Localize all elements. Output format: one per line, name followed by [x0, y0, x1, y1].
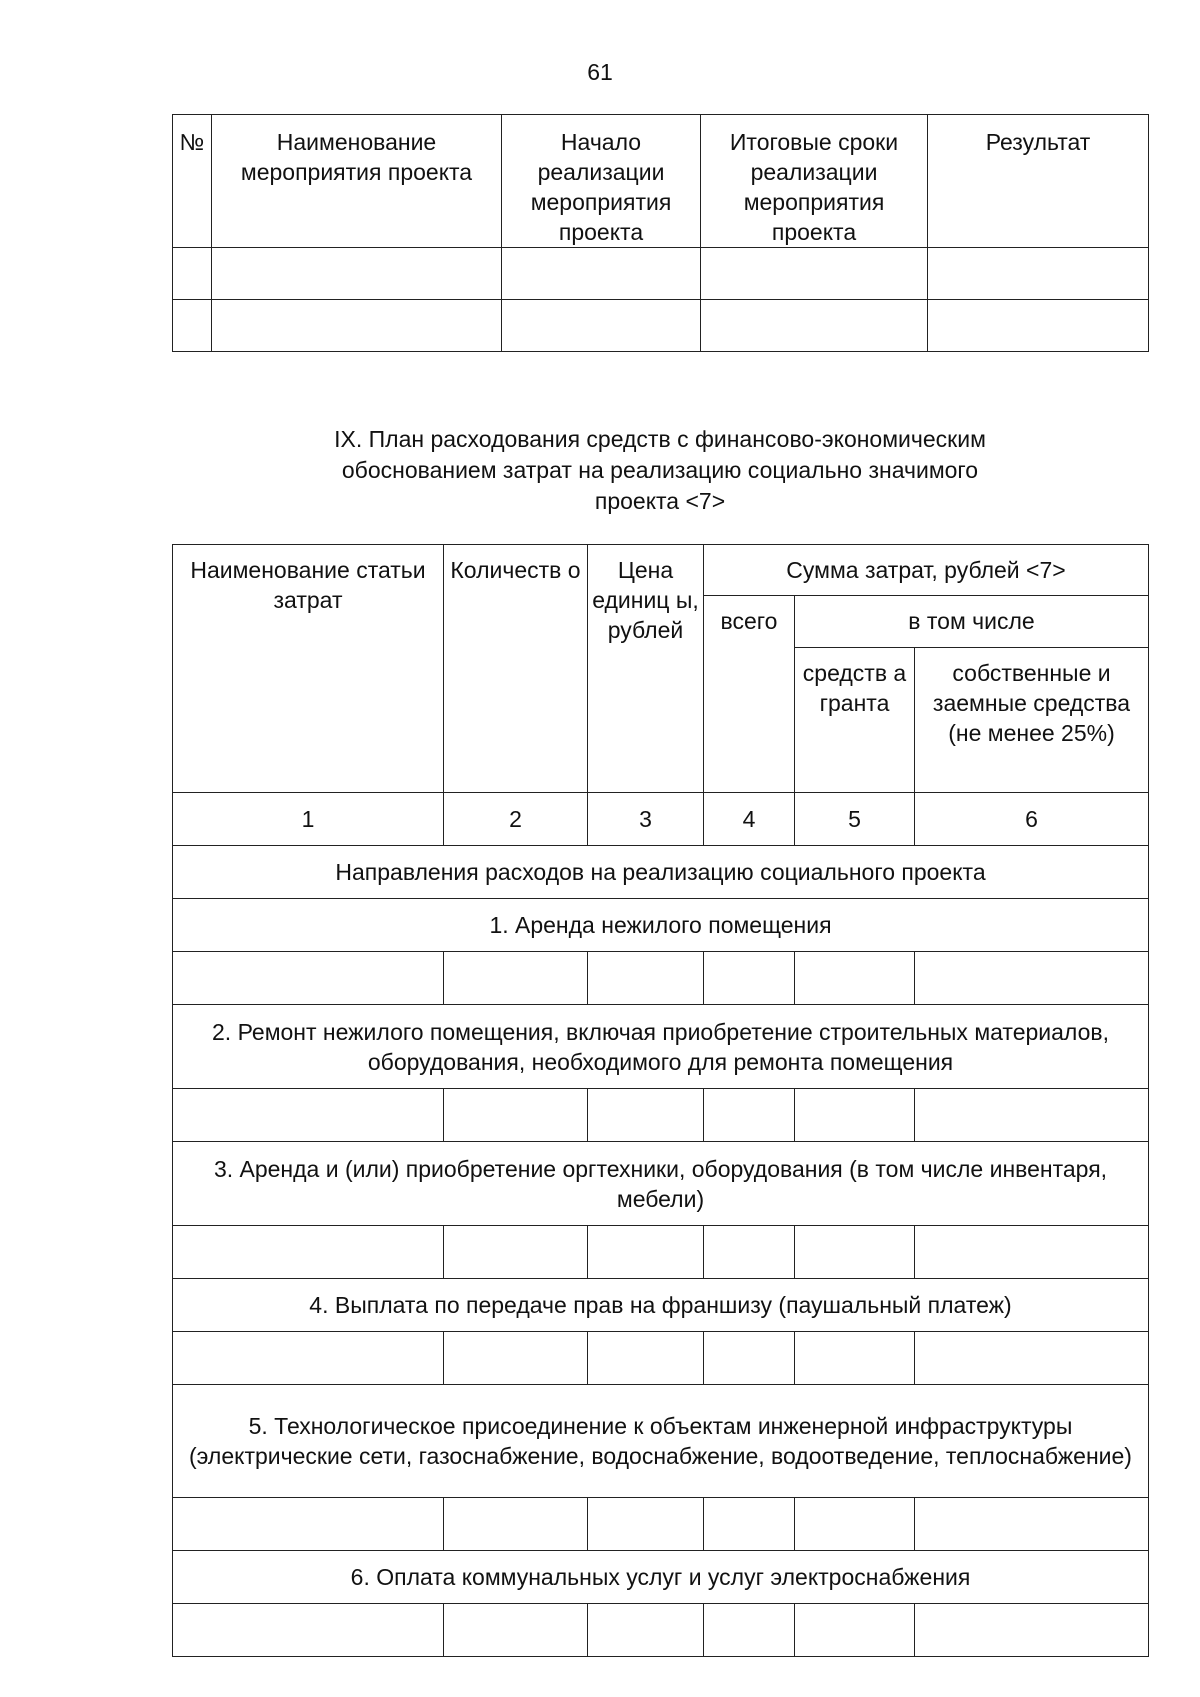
category-label: 2. Ремонт нежилого помещения, включая приобретение строительных материалов, оборудования, необходимого для ремонта помещения — [173, 1005, 1149, 1089]
column-header-including: в том числе — [795, 596, 1149, 648]
category-label: 6. Оплата коммунальных услуг и услуг электроснабжения — [173, 1551, 1149, 1604]
table-row — [173, 1332, 1149, 1385]
category-label: 1. Аренда нежилого помещения — [173, 899, 1149, 952]
table-cell[interactable] — [444, 1226, 588, 1279]
page-number: 61 — [587, 59, 613, 85]
table-cell[interactable] — [588, 1089, 704, 1142]
column-number: 4 — [704, 793, 795, 846]
category-row — [173, 1279, 1149, 1332]
table-cell[interactable] — [928, 248, 1149, 300]
column-number: 5 — [795, 793, 915, 846]
table-cell[interactable] — [915, 1332, 1149, 1385]
table-cell[interactable] — [212, 300, 502, 352]
budget-plan-table — [172, 544, 1149, 1657]
table-cell[interactable] — [173, 1089, 444, 1142]
table-cell[interactable] — [795, 1226, 915, 1279]
column-header-unit-price: Цена единиц ы, рублей — [588, 545, 704, 793]
table-cell[interactable] — [588, 1498, 704, 1551]
column-header-grant-funds: средств а гранта — [795, 648, 915, 793]
table-cell[interactable] — [928, 300, 1149, 352]
column-header-quantity: Количеств о — [444, 545, 588, 793]
section-title-line: проекта <7> — [594, 488, 726, 514]
table-cell[interactable] — [915, 1498, 1149, 1551]
project-events-table — [172, 114, 1149, 352]
table-cell[interactable] — [588, 1604, 704, 1657]
table-cell[interactable] — [444, 1604, 588, 1657]
table-cell[interactable] — [502, 300, 701, 352]
column-number: 3 — [588, 793, 704, 846]
table-cell[interactable] — [173, 1226, 444, 1279]
section-title — [172, 424, 1148, 517]
category-label: 4. Выплата по передаче прав на франшизу (паушальный платеж) — [173, 1279, 1149, 1332]
column-header-own-funds: собственные и заемные средства (не менее 25%) — [915, 648, 1149, 793]
table-row — [173, 952, 1149, 1005]
table-cell[interactable] — [704, 1498, 795, 1551]
table-cell[interactable] — [173, 300, 212, 352]
column-header-cost-sum: Сумма затрат, рублей <7> — [704, 545, 1149, 596]
table-cell[interactable] — [795, 1604, 915, 1657]
table-cell[interactable] — [173, 1498, 444, 1551]
table-cell[interactable] — [795, 1089, 915, 1142]
table-cell[interactable] — [701, 248, 928, 300]
table-cell[interactable] — [915, 1089, 1149, 1142]
column-header-final-dates: Итоговые сроки реализации мероприятия проекта — [701, 115, 928, 248]
table-cell[interactable] — [444, 952, 588, 1005]
table-row — [173, 300, 1149, 352]
category-row — [173, 899, 1149, 952]
table-cell[interactable] — [444, 1332, 588, 1385]
table-header-row — [173, 545, 1149, 596]
table-cell[interactable] — [915, 1604, 1149, 1657]
table-cell[interactable] — [704, 1604, 795, 1657]
table-cell[interactable] — [173, 952, 444, 1005]
column-number: 1 — [173, 793, 444, 846]
table-cell[interactable] — [212, 248, 502, 300]
table-row — [173, 1089, 1149, 1142]
column-header-result: Результат — [928, 115, 1149, 248]
category-row — [173, 1551, 1149, 1604]
column-number: 6 — [915, 793, 1149, 846]
table-cell[interactable] — [704, 952, 795, 1005]
category-row — [173, 1385, 1149, 1498]
table-row — [173, 1226, 1149, 1279]
category-label: 3. Аренда и (или) приобретение оргтехники, оборудования (в том числе инвентаря, мебели) — [173, 1142, 1149, 1226]
directions-row — [173, 846, 1149, 899]
directions-header: Направления расходов на реализацию социального проекта — [173, 846, 1149, 899]
section-title-line: обоснованием затрат на реализацию социально значимого — [341, 457, 979, 483]
table-row — [173, 1498, 1149, 1551]
table-cell[interactable] — [444, 1089, 588, 1142]
table-cell[interactable] — [795, 952, 915, 1005]
table-cell[interactable] — [704, 1089, 795, 1142]
table-cell[interactable] — [588, 1226, 704, 1279]
column-header-total: всего — [704, 596, 795, 793]
table-cell[interactable] — [795, 1332, 915, 1385]
category-row — [173, 1005, 1149, 1089]
table-cell[interactable] — [444, 1498, 588, 1551]
table-cell[interactable] — [915, 1226, 1149, 1279]
column-header-number: № — [173, 115, 212, 248]
column-header-start: Начало реализации мероприятия проекта — [502, 115, 701, 248]
table-cell[interactable] — [795, 1498, 915, 1551]
table-cell[interactable] — [915, 952, 1149, 1005]
table-header-row — [173, 115, 1149, 248]
table-cell[interactable] — [704, 1332, 795, 1385]
table-cell[interactable] — [588, 952, 704, 1005]
column-header-item-name: Наименование статьи затрат — [173, 545, 444, 793]
table-cell[interactable] — [701, 300, 928, 352]
table-cell[interactable] — [173, 248, 212, 300]
column-header-event-name: Наименование мероприятия проекта — [212, 115, 502, 248]
table-cell[interactable] — [588, 1332, 704, 1385]
table-row — [173, 248, 1149, 300]
column-number: 2 — [444, 793, 588, 846]
section-title-line: IX. План расходования средств с финансово-экономическим — [334, 426, 986, 452]
table-row — [173, 1604, 1149, 1657]
table-cell[interactable] — [704, 1226, 795, 1279]
table-cell[interactable] — [502, 248, 701, 300]
category-label: 5. Технологическое присоединение к объектам инженерной инфраструктуры (электрические сети, газоснабжение, водоснабжение, водоотведение, теплоснабжение) — [173, 1385, 1149, 1498]
table-cell[interactable] — [173, 1604, 444, 1657]
table-cell[interactable] — [173, 1332, 444, 1385]
category-row — [173, 1142, 1149, 1226]
column-numbers-row — [173, 793, 1149, 846]
